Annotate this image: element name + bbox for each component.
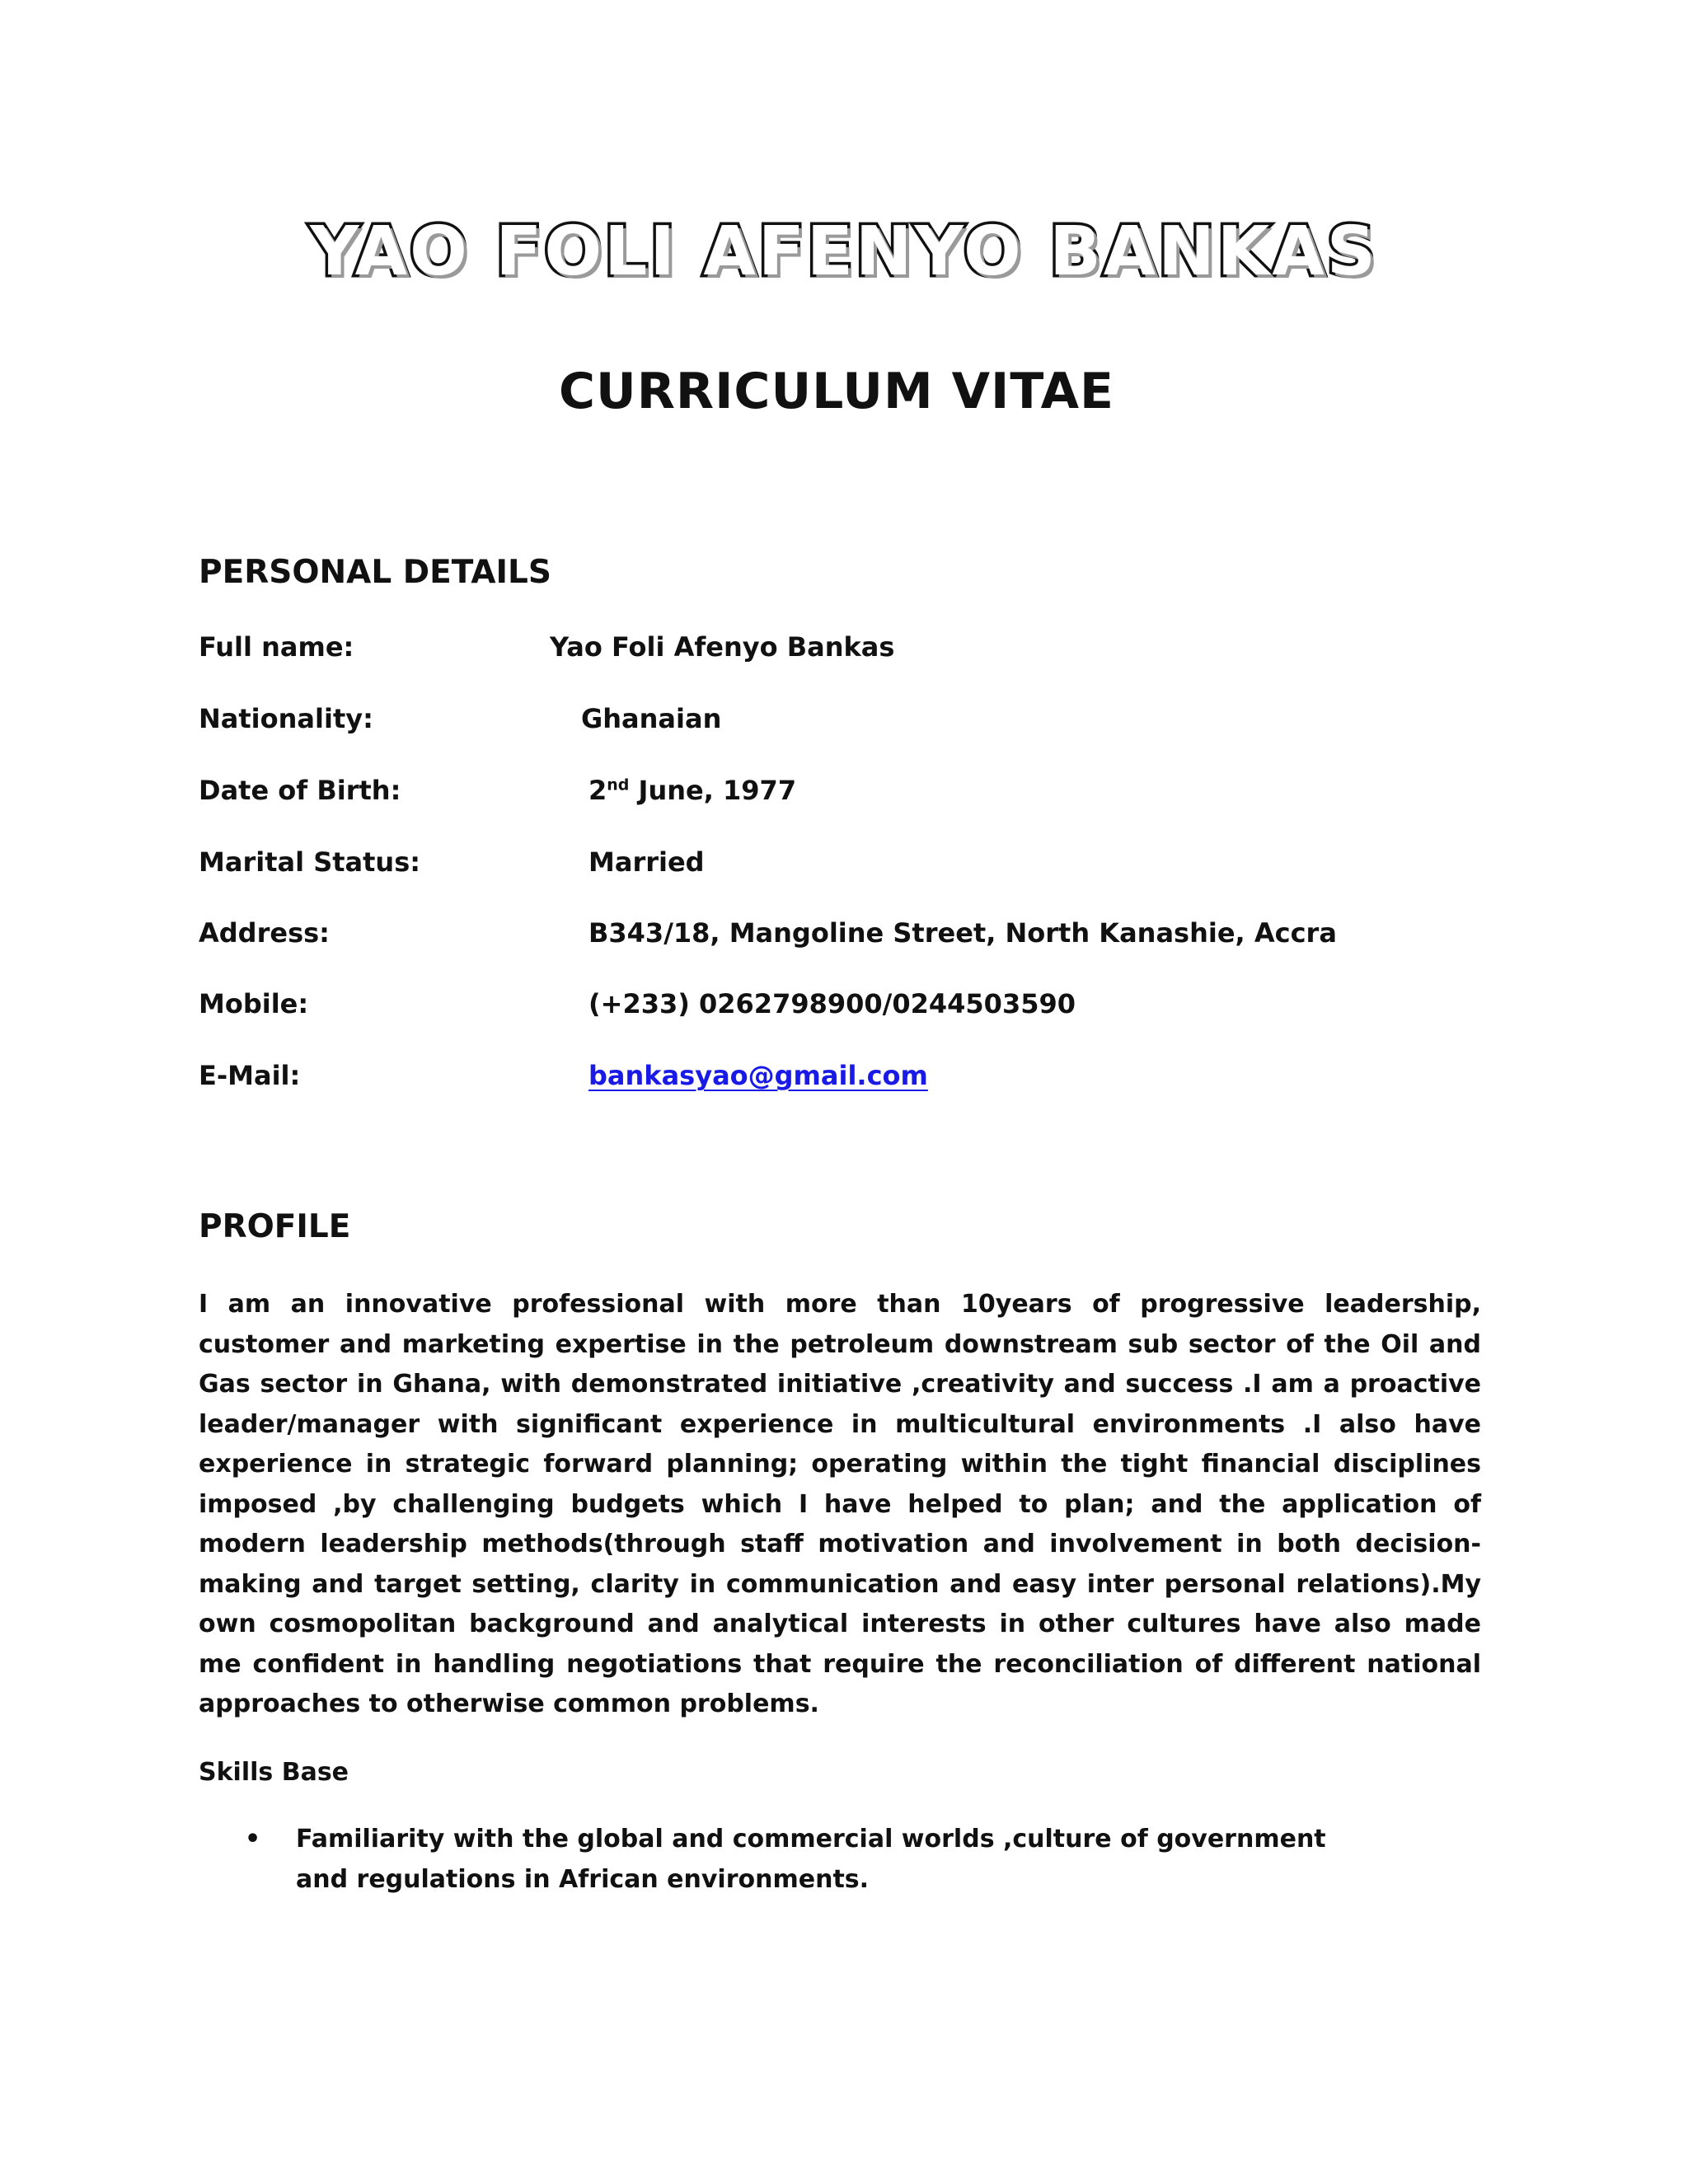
address-label: Address: — [199, 917, 330, 949]
profile-heading: PROFILE — [199, 1208, 351, 1245]
date-of-birth-label: Date of Birth: — [199, 775, 401, 806]
email-value — [588, 1060, 928, 1091]
dob-day: 2 — [588, 775, 607, 806]
skills-list — [0, 1820, 1688, 1900]
bullet-icon: • — [245, 1825, 261, 1854]
profile-paragraph: I am an innovative professional with more than 10years of progressive leadership, customer and marketing expertise in the petroleum downstream sub sector of the Oil and Gas sector in Ghana, with demonstrated initiative ,creativity and success .I am a proactive leader/manager with significant experience in multicultural environments .I also have experience in strategic forward planning; operating within the tight financial disciplines imposed ,by challenging budgets which I have helped to plan; and the application of modern leadership methods(through staff motivation and involvement in both decision-making and target setting, clarity in communication and easy inter personal relations).My own cosmopolitan background and analytical interests in other cultures have also made me confident in handling negotiations that require the reconciliation of different national approaches to otherwise common problems. — [199, 1290, 1481, 1718]
email-label: E-Mail: — [199, 1060, 301, 1091]
address-value: B343/18, Mangoline Street, North Kanashie, Accra — [588, 917, 1337, 949]
full-name-label: Full name: — [199, 631, 354, 663]
skill-text: Familiarity with the global and commercial worlds ,culture of government and regulations in African environments. — [296, 1825, 1326, 1894]
personal-details-heading: PERSONAL DETAILS — [199, 554, 551, 591]
document-title: CURRICULUM VITAE — [558, 363, 1115, 420]
marital-status-label: Marital Status: — [199, 846, 421, 878]
list-item — [0, 1820, 1384, 1900]
mobile-label: Mobile: — [199, 988, 309, 1019]
mobile-value: (+233) 0262798900/0244503590 — [588, 988, 1076, 1019]
nationality-value: Ghanaian — [581, 703, 722, 734]
nationality-label: Nationality: — [199, 703, 373, 734]
date-of-birth-value — [588, 775, 796, 806]
skills-base-heading: Skills Base — [199, 1758, 349, 1787]
dob-ordinal-suffix: nd — [607, 776, 630, 794]
candidate-name-heading: YAO FOLI AFENYO BANKAS — [310, 213, 1378, 291]
full-name-value: Yao Foli Afenyo Bankas — [550, 631, 895, 663]
email-link[interactable]: bankasyao@gmail.com — [588, 1060, 928, 1091]
marital-status-value: Married — [588, 846, 705, 878]
dob-month-year: June, 1977 — [629, 775, 797, 806]
